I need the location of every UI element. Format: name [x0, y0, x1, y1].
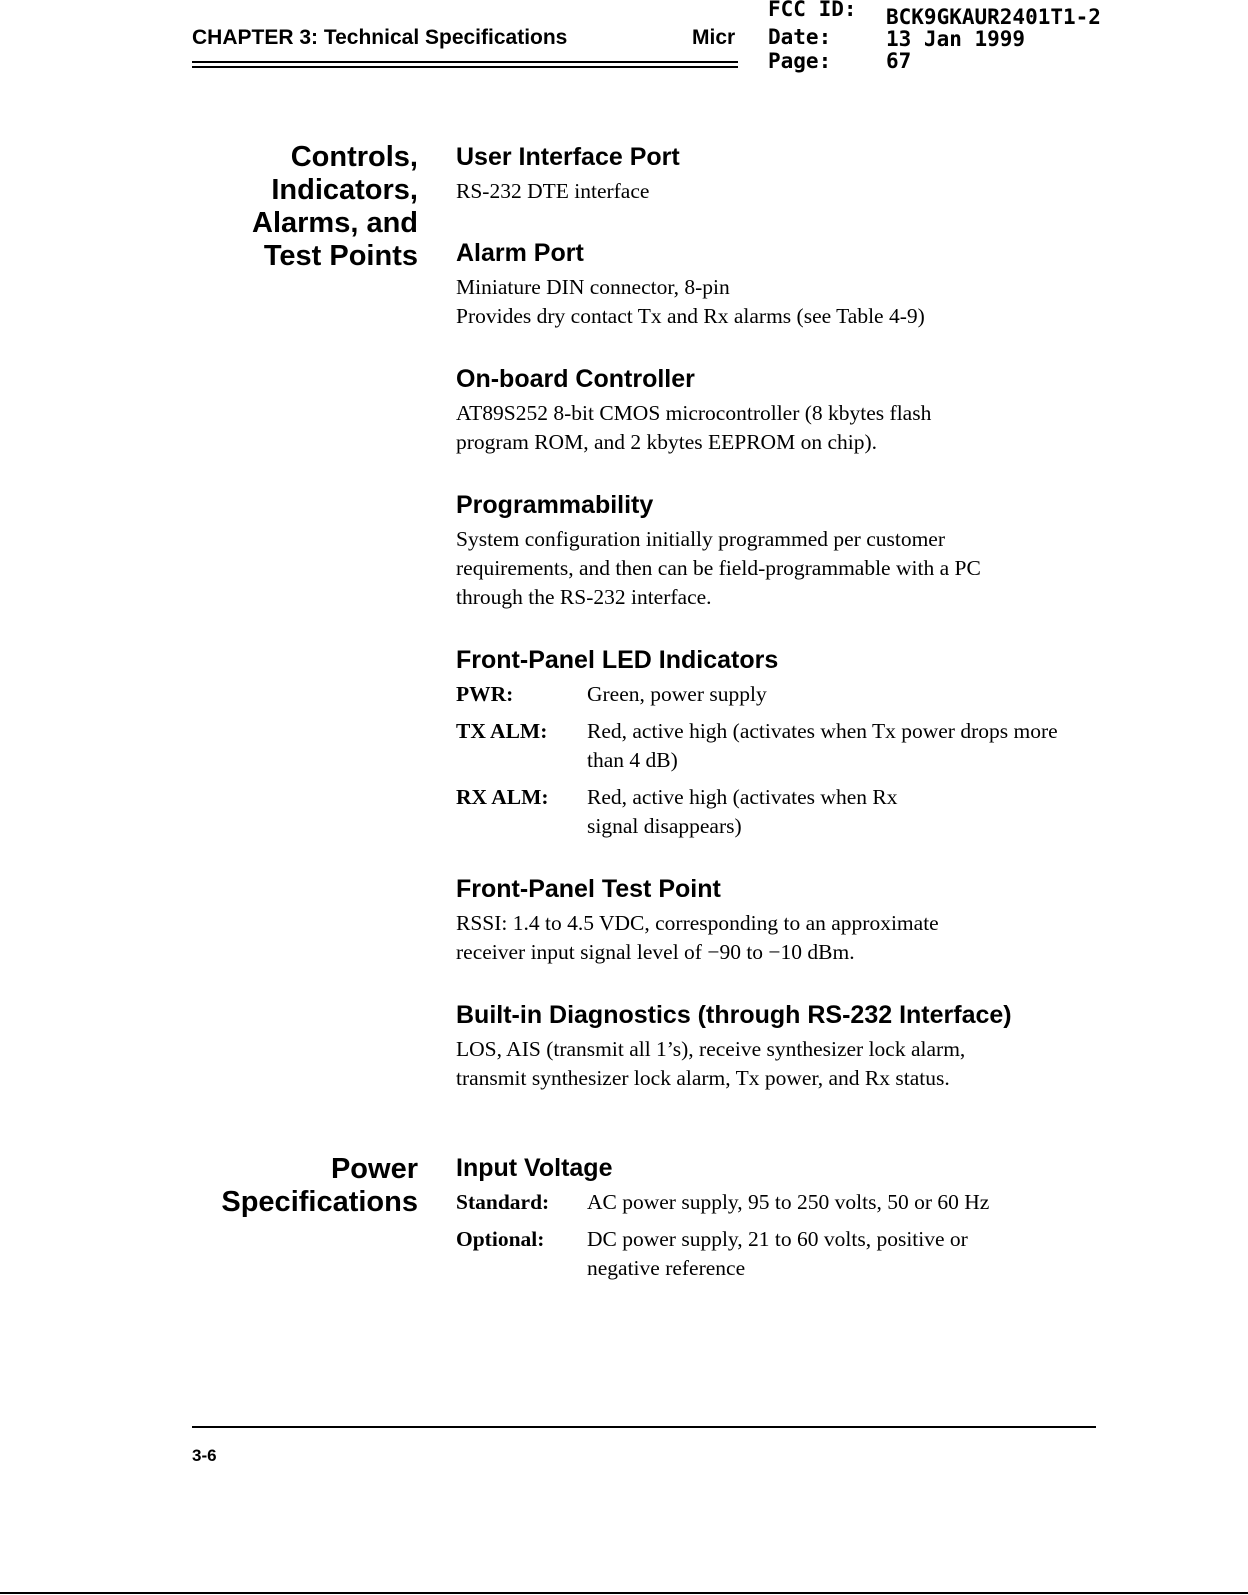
section-title: Front-Panel LED Indicators [456, 646, 779, 674]
definition-term: Standard: [456, 1190, 550, 1214]
chapter-title: CHAPTER 3: Technical Specifications [192, 26, 568, 49]
footer-page-number: 3-6 [192, 1446, 217, 1465]
section-on-board-controller [456, 364, 1096, 457]
definition-row [456, 717, 1096, 775]
definition-text: Red, active high (activates when Tx power drops more than 4 dB) [587, 719, 1058, 772]
chapter-title-overflow: Micr [692, 26, 736, 49]
side-heading-controls [158, 141, 418, 273]
header-rule-top [192, 61, 738, 63]
footer-rule [192, 1426, 1096, 1428]
definition-row [456, 1188, 1096, 1217]
section-title: On-board Controller [456, 365, 695, 393]
definition-term: PWR: [456, 682, 514, 706]
fcc-id-value: BCK9GKAUR2401T1-2 [886, 5, 1101, 29]
section-body: AT89S252 8-bit CMOS microcontroller (8 kbytes flash program ROM, and 2 kbytes EEPROM on chip). [456, 401, 932, 454]
side-heading-line: Indicators, [271, 174, 418, 206]
definition-text: Green, power supply [587, 682, 767, 706]
section-body: RSSI: 1.4 to 4.5 VDC, corresponding to an approximate receiver input signal level of −90 to −10 dBm. [456, 911, 939, 964]
definition-list [456, 680, 1096, 841]
section-title: User Interface Port [456, 143, 680, 171]
section-built-in-diagnostics [456, 1000, 1096, 1093]
section-user-interface-port [456, 142, 1096, 206]
section-input-voltage [456, 1153, 1096, 1291]
section-title: Front-Panel Test Point [456, 875, 721, 903]
section-body: LOS, AIS (transmit all 1’s), receive synthesizer lock alarm, transmit synthesizer lock alarm, Tx power, and Rx status. [456, 1037, 966, 1090]
page-value: 67 [886, 49, 912, 73]
section-body: System configuration initially programmed per customer requirements, and then can be field-programmable with a PC through the RS-232 interface. [456, 527, 981, 609]
definition-term: RX ALM: [456, 785, 549, 809]
section-programmability [456, 490, 1096, 612]
section-title: Built-in Diagnostics (through RS-232 Interface) [456, 1001, 1012, 1029]
definition-text: Red, active high (activates when Rx signal disappears) [587, 785, 898, 838]
section-title: Alarm Port [456, 239, 584, 267]
date-label: Date: [768, 25, 832, 49]
date-value: 13 Jan 1999 [886, 27, 1026, 51]
fcc-id-label: FCC ID: [768, 0, 857, 21]
side-heading-line: Alarms, and [252, 207, 418, 239]
side-heading-power [158, 1153, 418, 1219]
section-title: Input Voltage [456, 1154, 613, 1182]
section-front-panel-test-point [456, 874, 1096, 967]
side-heading-line: Test Points [263, 240, 418, 272]
section-body: Miniature DIN connector, 8-pin Provides dry contact Tx and Rx alarms (see Table 4-9) [456, 275, 925, 328]
definition-row [456, 783, 1096, 841]
definition-row [456, 1225, 1096, 1283]
definition-text: AC power supply, 95 to 250 volts, 50 or 60 Hz [587, 1190, 990, 1214]
side-heading-line: Controls, [290, 141, 418, 173]
definition-row [456, 680, 1096, 709]
section-title: Programmability [456, 491, 654, 519]
side-heading-line: Power [330, 1153, 418, 1185]
page-label: Page: [768, 49, 832, 73]
section-body: RS-232 DTE interface [456, 179, 650, 203]
header-rule-bottom [192, 66, 738, 68]
definition-text: DC power supply, 21 to 60 volts, positive or negative reference [587, 1227, 968, 1280]
side-heading-line: Specifications [221, 1186, 418, 1218]
definition-term: Optional: [456, 1227, 545, 1251]
definition-list [456, 1188, 1096, 1283]
section-front-panel-led-indicators [456, 645, 1096, 849]
definition-term: TX ALM: [456, 719, 548, 743]
section-alarm-port [456, 238, 1096, 331]
page-bottom-edge [0, 1592, 1248, 1594]
